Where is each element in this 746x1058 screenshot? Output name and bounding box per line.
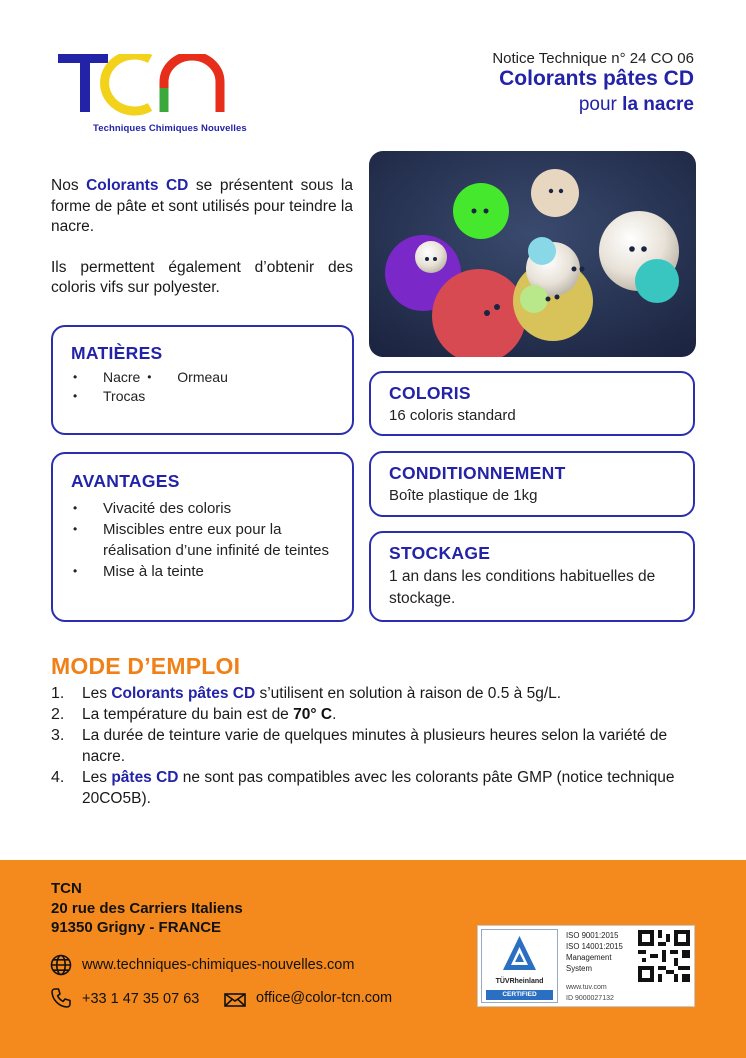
globe-icon <box>50 954 72 976</box>
cert-system-2: System <box>566 964 592 973</box>
matieres-title: MATIÈRES <box>71 343 163 363</box>
buttons-photo <box>369 151 696 357</box>
certified-label: CERTIFIED <box>486 990 553 1000</box>
address-street: 20 rue des Carriers Italiens <box>51 899 243 917</box>
cert-system-1: Management <box>566 953 612 962</box>
tuv-brand: TÜVRheinland <box>495 978 544 985</box>
conditionnement-title: CONDITIONNEMENT <box>389 463 566 483</box>
tuv-triangle-icon <box>482 930 557 978</box>
matieres-list-col1 <box>71 368 145 406</box>
document-title: Colorants pâtes CD <box>499 67 694 90</box>
tuv-badge <box>481 929 558 1003</box>
cert-url: www.tuv.com <box>566 984 607 991</box>
email-link[interactable]: office@color-tcn.com <box>256 990 393 1006</box>
coloris-text: 16 coloris standard <box>389 407 516 424</box>
list-item: 3. La durée de teinture varie de quelques minutes à plusieurs heures selon la variété de nacre. <box>51 727 668 765</box>
company-name: TCN <box>51 880 82 897</box>
avantages-box <box>51 452 354 622</box>
stockage-box <box>369 531 695 622</box>
website-link[interactable]: www.techniques-chimiques-nouvelles.com <box>82 957 355 973</box>
conditionnement-box <box>369 451 695 517</box>
list-item: • Mise à la teinte <box>71 561 334 582</box>
tuv-certificate <box>477 925 695 1007</box>
certificate-details <box>566 930 623 1004</box>
stockage-title: STOCKAGE <box>389 543 491 563</box>
address-city: 91350 Grigny - FRANCE <box>51 919 222 936</box>
list-item: 1. Les Colorants pâtes CD s’utilisent en solution à raison de 0.5 à 5g/L. <box>51 685 562 702</box>
stockage-text: 1 an dans les conditions habituelles de stockage. <box>389 568 656 607</box>
avantages-list <box>71 498 334 582</box>
iso-9001: ISO 9001:2015 <box>566 931 619 940</box>
intro-paragraph-1: Nos Colorants CD se présentent sous la forme de pâte et sont utilisés pour teindre la nacre. <box>51 177 353 235</box>
list-item: • Nacre <box>71 368 145 387</box>
list-item: • Trocas <box>71 387 145 406</box>
list-item: 2. La température du bain est de 70° C. <box>51 706 337 723</box>
coloris-box <box>369 371 695 436</box>
mode-emploi-list <box>51 683 701 809</box>
conditionnement-text: Boîte plastique de 1kg <box>389 487 538 504</box>
list-item: • Vivacité des coloris <box>71 498 334 519</box>
document-subtitle: pour la nacre <box>578 94 694 115</box>
logo-tagline: Techniques Chimiques Nouvelles <box>93 123 247 134</box>
cert-id: ID 9000027132 <box>566 995 614 1002</box>
notice-number: Notice Technique n° 24 CO 06 <box>492 50 694 67</box>
mode-emploi-title: MODE D’EMPLOI <box>51 653 241 679</box>
mail-icon <box>224 993 246 1007</box>
phone-icon <box>50 987 72 1009</box>
intro-paragraph-2: Ils permettent également d’obtenir des coloris vifs sur polyester. <box>51 258 353 296</box>
matieres-list-col2 <box>145 368 228 406</box>
list-item: 4. Les pâtes CD ne sont pas compatibles avec les colorants pâte GMP (notice technique 20CO5B). <box>51 769 675 807</box>
matieres-box <box>51 325 354 435</box>
coloris-title: COLORIS <box>389 383 471 403</box>
phone-number[interactable]: +33 1 47 35 07 63 <box>82 991 200 1007</box>
qr-code-icon[interactable] <box>638 930 690 982</box>
avantages-title: AVANTAGES <box>71 471 180 491</box>
company-address <box>51 879 243 938</box>
list-item: • Miscibles entre eux pour la réalisation d’une infinité de teintes <box>71 519 334 561</box>
list-item: • Ormeau <box>145 368 228 387</box>
intro-text <box>51 176 353 319</box>
iso-14001: ISO 14001:2015 <box>566 942 623 951</box>
